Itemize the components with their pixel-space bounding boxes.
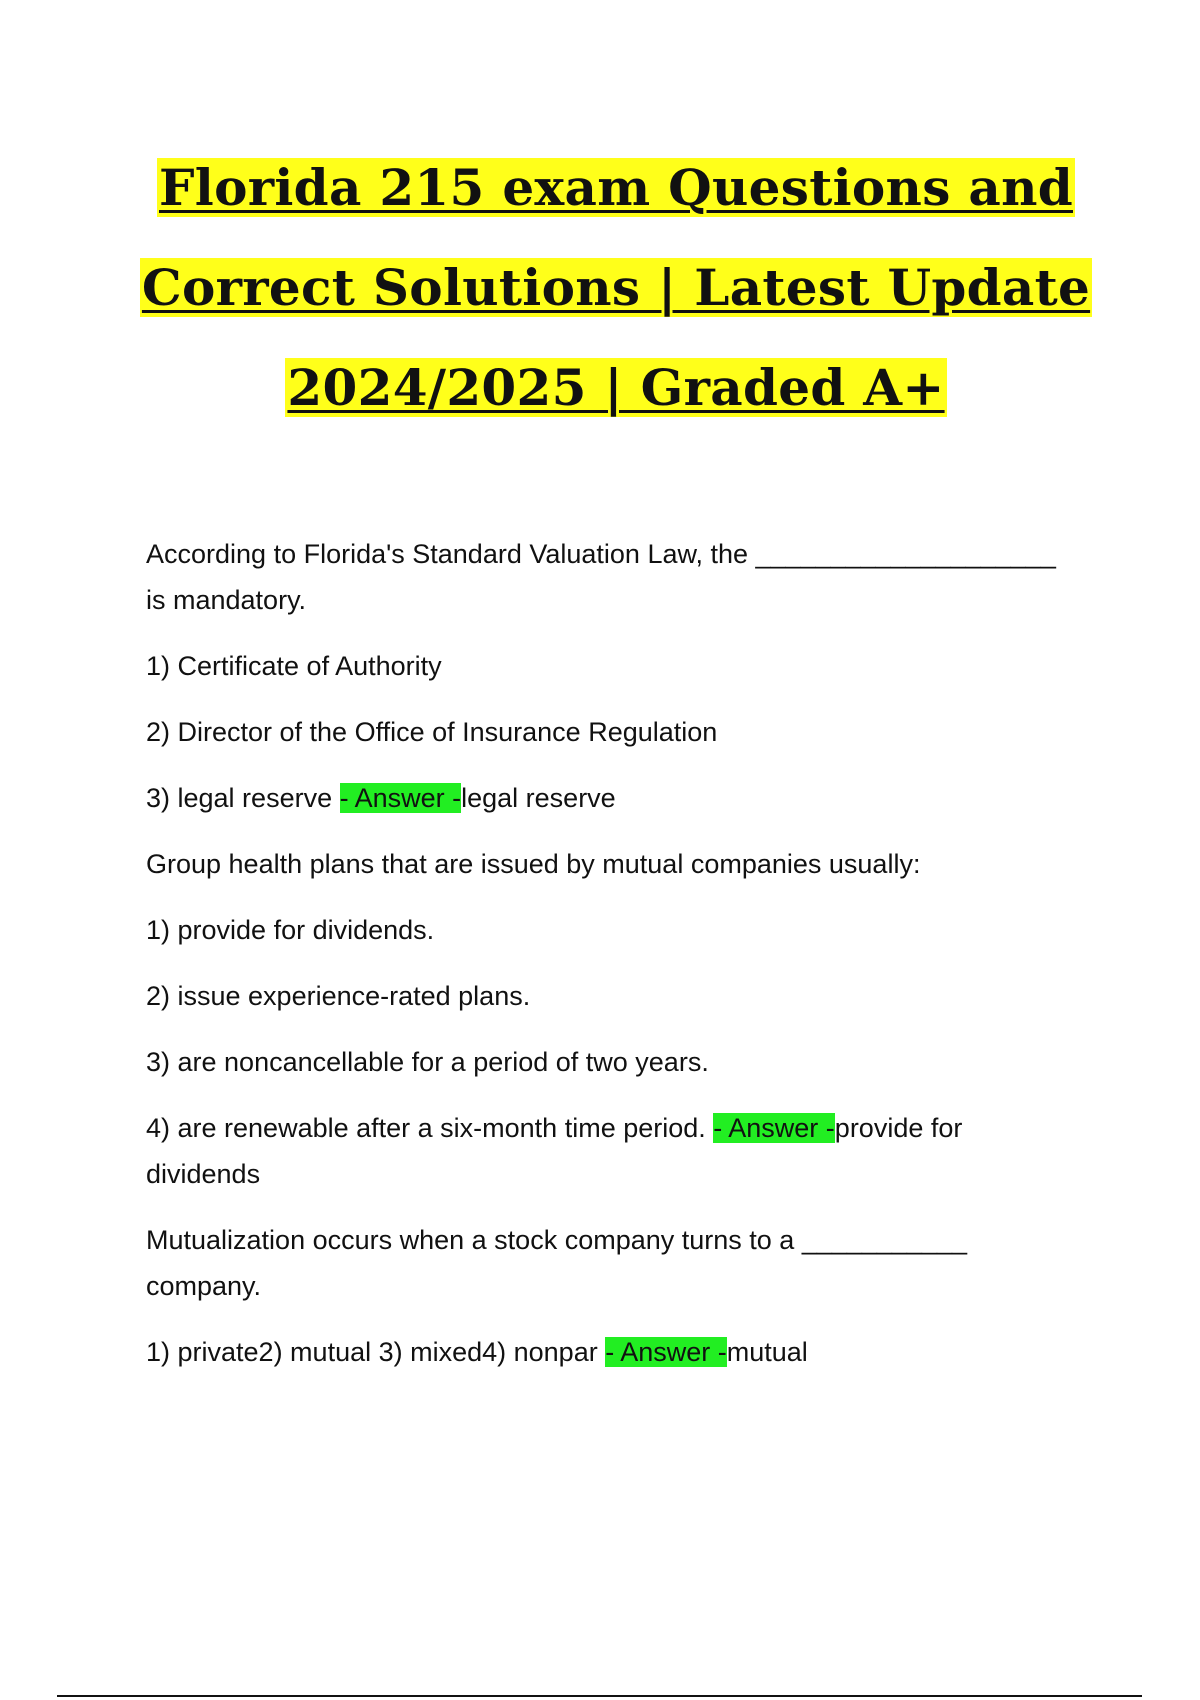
question-2-option-4: 4) are renewable after a six-month time period. - Answer -provide for dividends (146, 1113, 963, 1189)
question-2-option-2: 2) issue experience-rated plans. (146, 981, 531, 1011)
question-2-text: Group health plans that are issued by mutual companies usually: (146, 849, 921, 879)
title-line-3: 2024/2025 | Graded A+ (287, 358, 945, 417)
title-line-1: Florida 215 exam Questions and (159, 158, 1073, 217)
page-bottom-rule (57, 1695, 1142, 1697)
answer-tag: - Answer - (713, 1113, 835, 1143)
answer-tag: - Answer - (339, 783, 462, 813)
question-2-option-3: 3) are noncancellable for a period of two years. (146, 1047, 709, 1077)
answer-text: legal reserve (461, 783, 616, 813)
question-1-text: According to Florida's Standard Valuation Law, the ____________________ is mandatory. (146, 539, 1056, 615)
question-3-text: Mutualization occurs when a stock company turns to a ___________ company. (146, 1225, 967, 1301)
question-1-option-2: 2) Director of the Office of Insurance Regulation (146, 717, 718, 747)
question-2-option-1: 1) provide for dividends. (146, 915, 435, 945)
answer-tag: - Answer - (605, 1337, 727, 1367)
question-1-option-1: 1) Certificate of Authority (146, 651, 442, 681)
question-1-option-3: 3) legal reserve - Answer -legal reserve (146, 783, 616, 813)
document-title (0, 138, 1200, 438)
answer-text: provide for dividends (146, 1113, 963, 1189)
document-body (146, 531, 1076, 1395)
title-line-2: Correct Solutions | Latest Update (141, 258, 1091, 317)
question-3-options: 1) private2) mutual 3) mixed4) nonpar - Answer -mutual (146, 1337, 808, 1367)
answer-text: mutual (726, 1337, 808, 1367)
